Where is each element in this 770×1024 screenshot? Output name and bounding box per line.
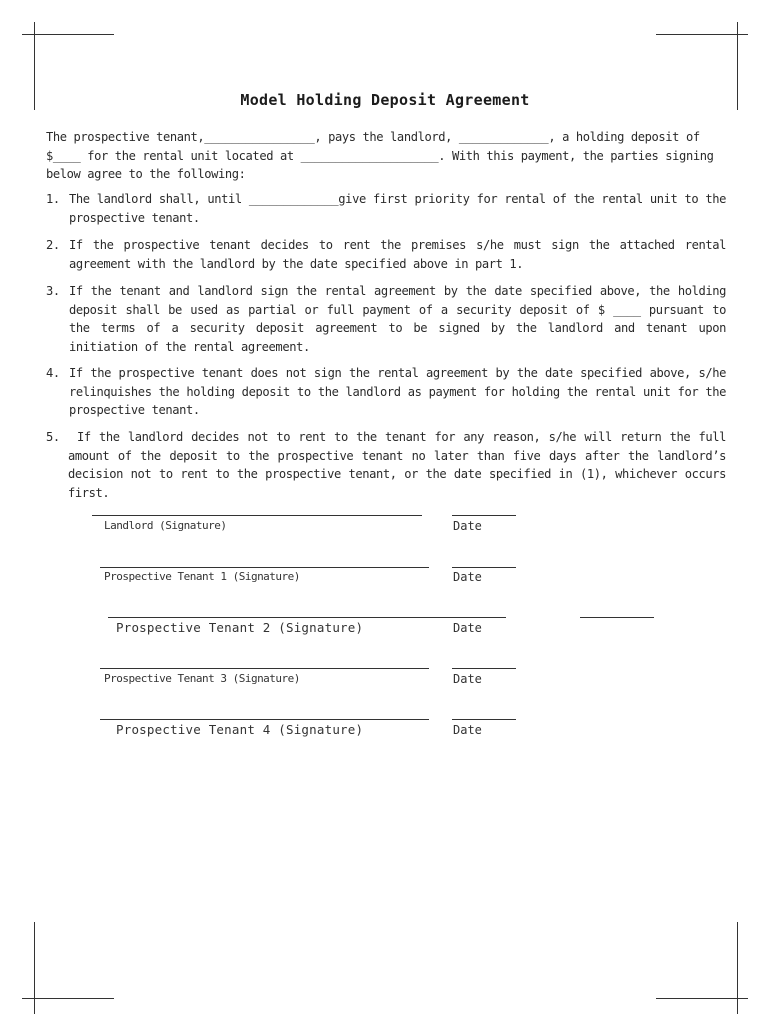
clause-text: If the landlord decides not to rent to the tenant for any reason, s/he will return the full amount of the deposit to the prospective tenant no later than five days after the landlord’s decision not to rent to the prospective tenant, or the date specified in (1), whichever occurs first. [68, 430, 726, 500]
landlord-date-label: Date [453, 519, 482, 533]
tenant-2-date-label: Date [453, 621, 482, 635]
tenant-4-date-line[interactable] [452, 719, 516, 720]
crop-mark-bottom-right-v [737, 922, 738, 1014]
crop-mark-top-left-h [22, 34, 114, 35]
clause-number: 3. [46, 284, 60, 298]
tenant-2-signature-line[interactable] [108, 617, 506, 618]
tenant-3-date-line[interactable] [452, 668, 516, 669]
clause-text: If the prospective tenant does not sign the rental agreement by the date specified above, s/he relinquishes the holding deposit to the landlord as payment for holding the rental unit for the prospective tenant. [69, 366, 726, 418]
landlord-signature-label: Landlord (Signature) [104, 519, 227, 532]
clause-number: 4. [46, 366, 60, 380]
clause-number: 1. [46, 192, 60, 206]
clause-1 [46, 190, 726, 227]
tenant-4-signature-line[interactable] [100, 719, 429, 720]
landlord-date-line[interactable] [452, 515, 516, 516]
clause-text: The landlord shall, until _____________give first priority for rental of the rental unit to the prospective tenant. [69, 192, 726, 225]
clause-number: 5. [46, 430, 60, 444]
tenant-2-date-line[interactable] [580, 617, 654, 618]
clause-4 [46, 364, 726, 420]
tenant-3-signature-line[interactable] [100, 668, 429, 669]
tenant-3-date-label: Date [453, 672, 482, 686]
tenant-4-date-label: Date [453, 723, 482, 737]
clause-text: If the tenant and landlord sign the rental agreement by the date specified above, the holding deposit shall be used as partial or full payment of a security deposit of $ ____ pursuant to the terms of a security deposit agreement to be signed by the landlord and tenant upon initiation of the rental agreement. [69, 284, 726, 354]
intro-paragraph: The prospective tenant,________________, pays the landlord, _____________, a holding deposit of $____ for the rental unit located at ____________________. With this payment, the parties signing below agree to the following: [46, 130, 714, 182]
document-title: Model Holding Deposit Agreement [240, 91, 530, 109]
crop-mark-bottom-right-h [656, 998, 748, 999]
clause-5 [46, 428, 726, 502]
tenant-1-date-label: Date [453, 570, 482, 584]
clause-number: 2. [46, 238, 60, 252]
crop-mark-bottom-left-v [34, 922, 35, 1014]
tenant-1-date-line[interactable] [452, 567, 516, 568]
crop-mark-top-right-h [656, 34, 748, 35]
clause-text: If the prospective tenant decides to rent the premises s/he must sign the attached rental agreement with the landlord by the date specified above in part 1. [69, 238, 726, 271]
tenant-2-signature-label: Prospective Tenant 2 (Signature) [116, 620, 364, 635]
crop-mark-bottom-left-h [22, 998, 114, 999]
tenant-1-signature-label: Prospective Tenant 1 (Signature) [104, 570, 300, 583]
tenant-3-signature-label: Prospective Tenant 3 (Signature) [104, 672, 300, 685]
landlord-signature-line[interactable] [92, 515, 422, 516]
clause-2 [46, 236, 726, 273]
tenant-1-signature-line[interactable] [100, 567, 429, 568]
tenant-4-signature-label: Prospective Tenant 4 (Signature) [116, 722, 364, 737]
clause-3 [46, 282, 726, 356]
